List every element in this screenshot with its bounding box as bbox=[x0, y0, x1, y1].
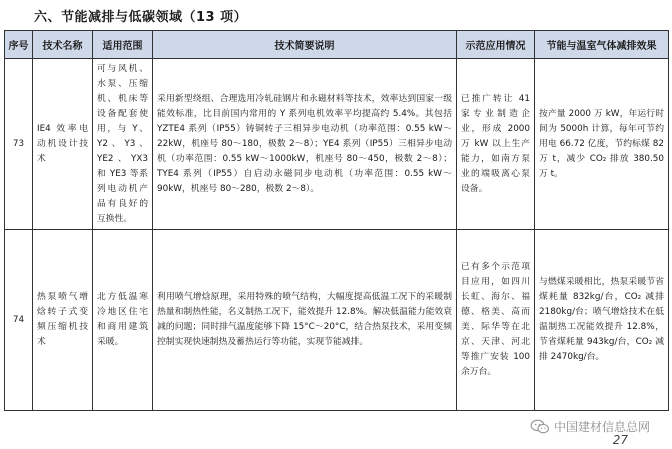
header-effect: 节能与温室气体减排效果 bbox=[535, 31, 669, 59]
table-row bbox=[5, 230, 669, 411]
header-row bbox=[5, 31, 669, 59]
section-title: 六、节能减排与低碳领域（13 项） bbox=[34, 10, 248, 25]
tech-scope: 可与风机、水泵、压缩机、机床等设备配套使用，与 Y、Y2、Y3、YE2、YX3和 YE3 等系列电动机产品有良好的互换性。 bbox=[93, 59, 153, 230]
header-name: 技术名称 bbox=[33, 31, 93, 59]
header-scope: 适用范围 bbox=[93, 31, 153, 59]
row-num: 73 bbox=[5, 59, 33, 230]
table-row bbox=[5, 59, 669, 230]
header-num: 序号 bbox=[5, 31, 33, 59]
tech-table bbox=[4, 30, 669, 411]
tech-desc: 利用喷气增焓原理，采用特殊的喷气结构，大幅度提高低温工况下的采暖制热量和制热性能，名义制热工况下，能效提升 12.8%。解决低温能力能效衰减的问题；同时排气温度能够下降 15°C～20°C，结合热泵技术，采用变频控制实现快速制热及蓄热运行等功能，实现节能减排。 bbox=[153, 230, 457, 411]
tech-desc: 采用新型绕组、合理选用冷轧硅钢片和永磁材料等技术，效率达到国家一级能效标准，比目前国内常用的 Y 系列电机效率平均提高约 5.4%。其包括 YZTE4 系列（IP55）铸铜转子三相异步电动机（功率范围：0.55 kW～22kW，机座号 80～180，极数 2～8）；YE4 系列（IP55）三相异步电动机（功率范围：0.55 kW～1000kW，机座号 80～450，极数 2～8）；TYE4 系列（IP55）自启动永磁同步电动机（功率范围：0.55 kW～90kW，机座号 80～280，极数 2～8）。 bbox=[153, 59, 457, 230]
tech-name: IE4 效率电动机设计技术 bbox=[33, 59, 93, 230]
tech-name: 热泵喷气增焓转子式变频压缩机技术 bbox=[33, 230, 93, 411]
tech-scope: 北方低温寒冷地区住宅和商用建筑采暖。 bbox=[93, 230, 153, 411]
tech-demo: 已有多个示范项目应用，如四川长虹、海尔、福德、格美、高而美、际华等在北京、天津、河北等推广安装 100 余万台。 bbox=[457, 230, 535, 411]
tech-effect: 按产量 2000 万 kW，年运行时间为 5000h 计算，每年可节约用电 66.72 亿度，节约标煤 82 万 t，减少 CO₂ 排放 380.50 万 t。 bbox=[535, 59, 669, 230]
tech-demo: 已推广转让 41 家专业制造企业，形成 2000 万 kW 以上生产能力，如南方泵业的端吸离心泵设备。 bbox=[457, 59, 535, 230]
watermark bbox=[530, 418, 650, 435]
wechat-icon bbox=[530, 419, 550, 435]
header-desc: 技术简要说明 bbox=[153, 31, 457, 59]
tech-effect: 与燃煤采暖相比，热泵采暖节省煤耗量 832kg/台，CO₂ 减排 2180kg/台；喷气增焓技术在低温制热工况能效提升 12.8%，节省煤耗量 943kg/台，CO₂ 减排 2470kg/台。 bbox=[535, 230, 669, 411]
page-number: 27 bbox=[612, 433, 628, 447]
watermark-text: 中国建材信息总网 bbox=[553, 420, 650, 434]
row-num: 74 bbox=[5, 230, 33, 411]
header-demo: 示范应用情况 bbox=[457, 31, 535, 59]
